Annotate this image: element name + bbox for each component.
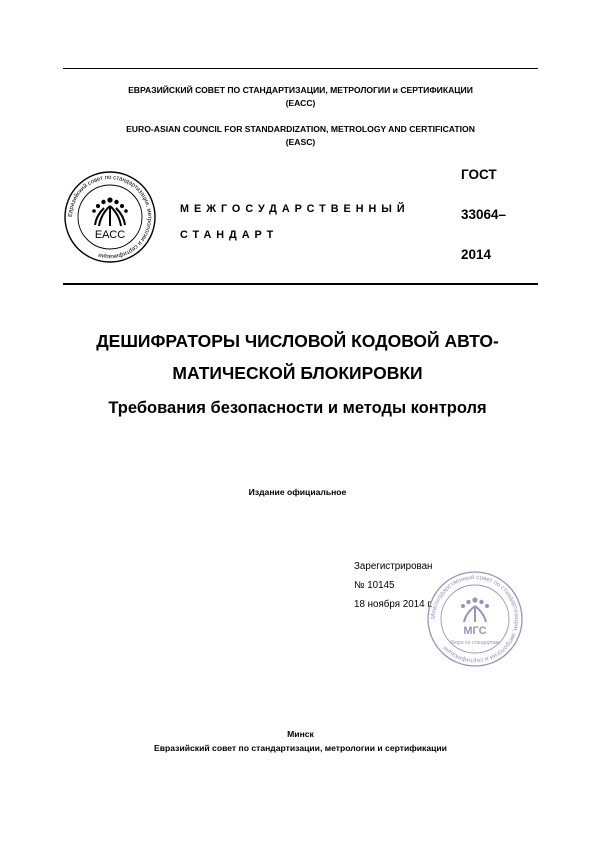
registration-line1: Зарегистрирован xyxy=(354,561,433,572)
header-bottom-rule xyxy=(63,283,538,285)
council-name-ru xyxy=(63,84,538,110)
top-rule xyxy=(63,68,538,69)
edition-label: Издание официальное xyxy=(248,487,347,497)
council-name-en xyxy=(63,123,538,149)
standard-kind-line2: СТАНДАРТ xyxy=(180,229,279,241)
council-name-en-text: EURO-ASIAN COUNCIL FOR STANDARDIZATION, METROLOGY AND CERTIFICATION xyxy=(126,124,475,134)
council-abbr-ru: (ЕАСС) xyxy=(285,98,316,108)
gost-year: 2014 xyxy=(461,247,492,262)
eacc-emblem-icon xyxy=(63,170,157,264)
council-name-ru-text: ЕВРАЗИЙСКИЙ СОВЕТ ПО СТАНДАРТИЗАЦИИ, МЕТРОЛОГИИ и СЕРТИФИКАЦИИ xyxy=(128,85,473,95)
gost-number: 33064– xyxy=(461,207,507,222)
mgs-stamp-label: МГС xyxy=(463,625,487,637)
gost-label: ГОСТ xyxy=(461,167,497,182)
document-title-line1: ДЕШИФРАТОРЫ ЧИСЛОВОЙ КОДОВОЙ АВТО- xyxy=(96,331,499,351)
mgs-stamp-inner-text: Бюро по стандартам xyxy=(451,640,499,646)
eacc-ring-text: Евразийский совет по стандартизации, метрологии и сертификации xyxy=(67,174,153,260)
document-title-line2: МАТИЧЕСКОЙ БЛОКИРОВКИ xyxy=(172,363,423,383)
publication-city: Минск xyxy=(287,729,314,739)
document-subtitle: Требования безопасности и методы контроля xyxy=(108,399,487,417)
registration-number: № 10145 xyxy=(354,580,395,591)
mgs-stamp-icon xyxy=(426,570,524,668)
publisher-name: Евразийский совет по стандартизации, метрологии и сертификации xyxy=(154,743,447,753)
standard-kind-line1: МЕЖГОСУДАРСТВЕННЫЙ xyxy=(180,203,410,215)
eacc-emblem-label: ЕАСС xyxy=(94,229,126,241)
mgs-ring-text: Межгосударственный совет по стандартизации, метрологии и сертификации xyxy=(429,573,521,665)
council-abbr-en: (EASC) xyxy=(285,137,316,147)
registration-date: 18 ноября 2014 г. xyxy=(354,599,433,610)
